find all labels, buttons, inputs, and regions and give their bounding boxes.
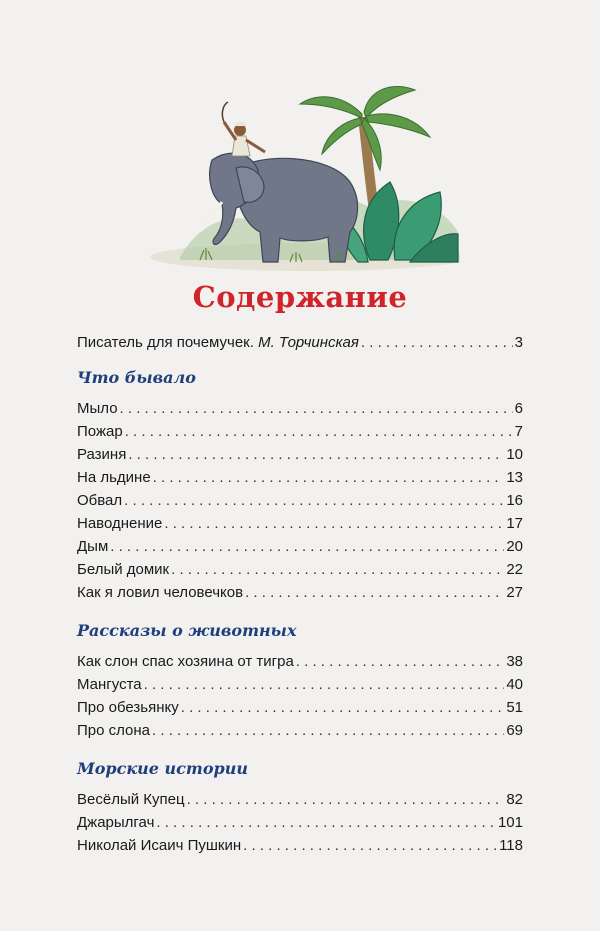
toc-entry[interactable] [77,650,523,673]
leader-dots [125,420,513,443]
entry-page: 16 [506,492,523,509]
leader-dots [120,397,513,420]
toc-entry[interactable] [77,673,523,696]
section-heading: Что бывало [77,368,196,387]
entry-title: Весёлый Купец [77,791,185,808]
leader-dots [153,466,505,489]
page-title: Содержание [192,280,408,314]
entry-author: М. Торчинская [258,334,359,351]
rider [222,102,265,156]
entry-title: Мангуста [77,676,142,693]
entry-page: 27 [506,584,523,601]
toc-entry[interactable] [77,696,523,719]
entry-page: 17 [506,515,523,532]
entry-page: 10 [506,446,523,463]
entry-page: 3 [514,334,523,351]
toc-entry[interactable] [77,466,523,489]
entry-title: Как я ловил человечков [77,584,244,601]
entry-page: 7 [514,423,523,440]
entry-title: Про обезьянку [77,699,179,716]
entry-title: Наводнение [77,515,163,532]
leader-dots [296,650,505,673]
table-of-contents [77,331,523,857]
entry-page: 101 [497,814,523,831]
section-heading: Рассказы о животных [77,621,297,640]
toc-entry[interactable] [77,443,523,466]
section-chto-byvalo [77,365,523,604]
leader-dots [181,696,505,719]
entry-title: Николай Исаич Пушкин [77,837,242,854]
toc-entry[interactable] [77,581,523,604]
leader-dots [110,535,504,558]
toc-entry[interactable] [77,420,523,443]
leader-dots [144,673,505,696]
entry-page: 82 [506,791,523,808]
leader-dots [164,512,504,535]
toc-entry[interactable] [77,512,523,535]
leader-dots [152,719,504,742]
entry-title: На льдине [77,469,151,486]
toc-entry[interactable] [77,558,523,581]
entry-page: 40 [506,676,523,693]
toc-entry[interactable] [77,811,523,834]
entry-title: Разиня [77,446,127,463]
toc-entry[interactable] [77,397,523,420]
entry-title: Про слона [77,722,151,739]
entry-title: Пожар [77,423,123,440]
entry-page: 38 [506,653,523,670]
toc-entry-intro[interactable] [77,331,523,354]
section-rasskazy-o-zhivotnyh [77,618,523,742]
leader-dots [156,811,496,834]
leader-dots [243,834,497,857]
toc-entry[interactable] [77,719,523,742]
leader-dots [245,581,504,604]
leader-dots [171,558,504,581]
toc-entry[interactable] [77,834,523,857]
entry-page: 69 [506,722,523,739]
toc-entry[interactable] [77,788,523,811]
leader-dots [128,443,504,466]
section-morskie-istorii [77,756,523,857]
leader-dots [124,489,504,512]
elephant-tusk [206,202,222,218]
entry-page: 6 [514,400,523,417]
toc-entry[interactable] [77,489,523,512]
entry-page: 51 [506,699,523,716]
toc-entry[interactable] [77,535,523,558]
entry-title: Как слон спас хозяина от тигра [77,653,294,670]
entry-page: 118 [499,837,523,854]
section-heading: Морские истории [77,759,248,778]
entry-title: Писатель для почемучек. [77,334,254,351]
entry-title: Мыло [77,400,118,417]
entry-title: Обвал [77,492,123,509]
leader-dots [361,331,513,354]
elephant-illustration [140,82,460,274]
entry-title: Джарылгач [77,814,155,831]
entry-title: Белый домик [77,561,170,578]
entry-title: Дым [77,538,109,555]
leader-dots [187,788,505,811]
entry-page: 22 [506,561,523,578]
entry-page: 20 [506,538,523,555]
entry-page: 13 [506,469,523,486]
